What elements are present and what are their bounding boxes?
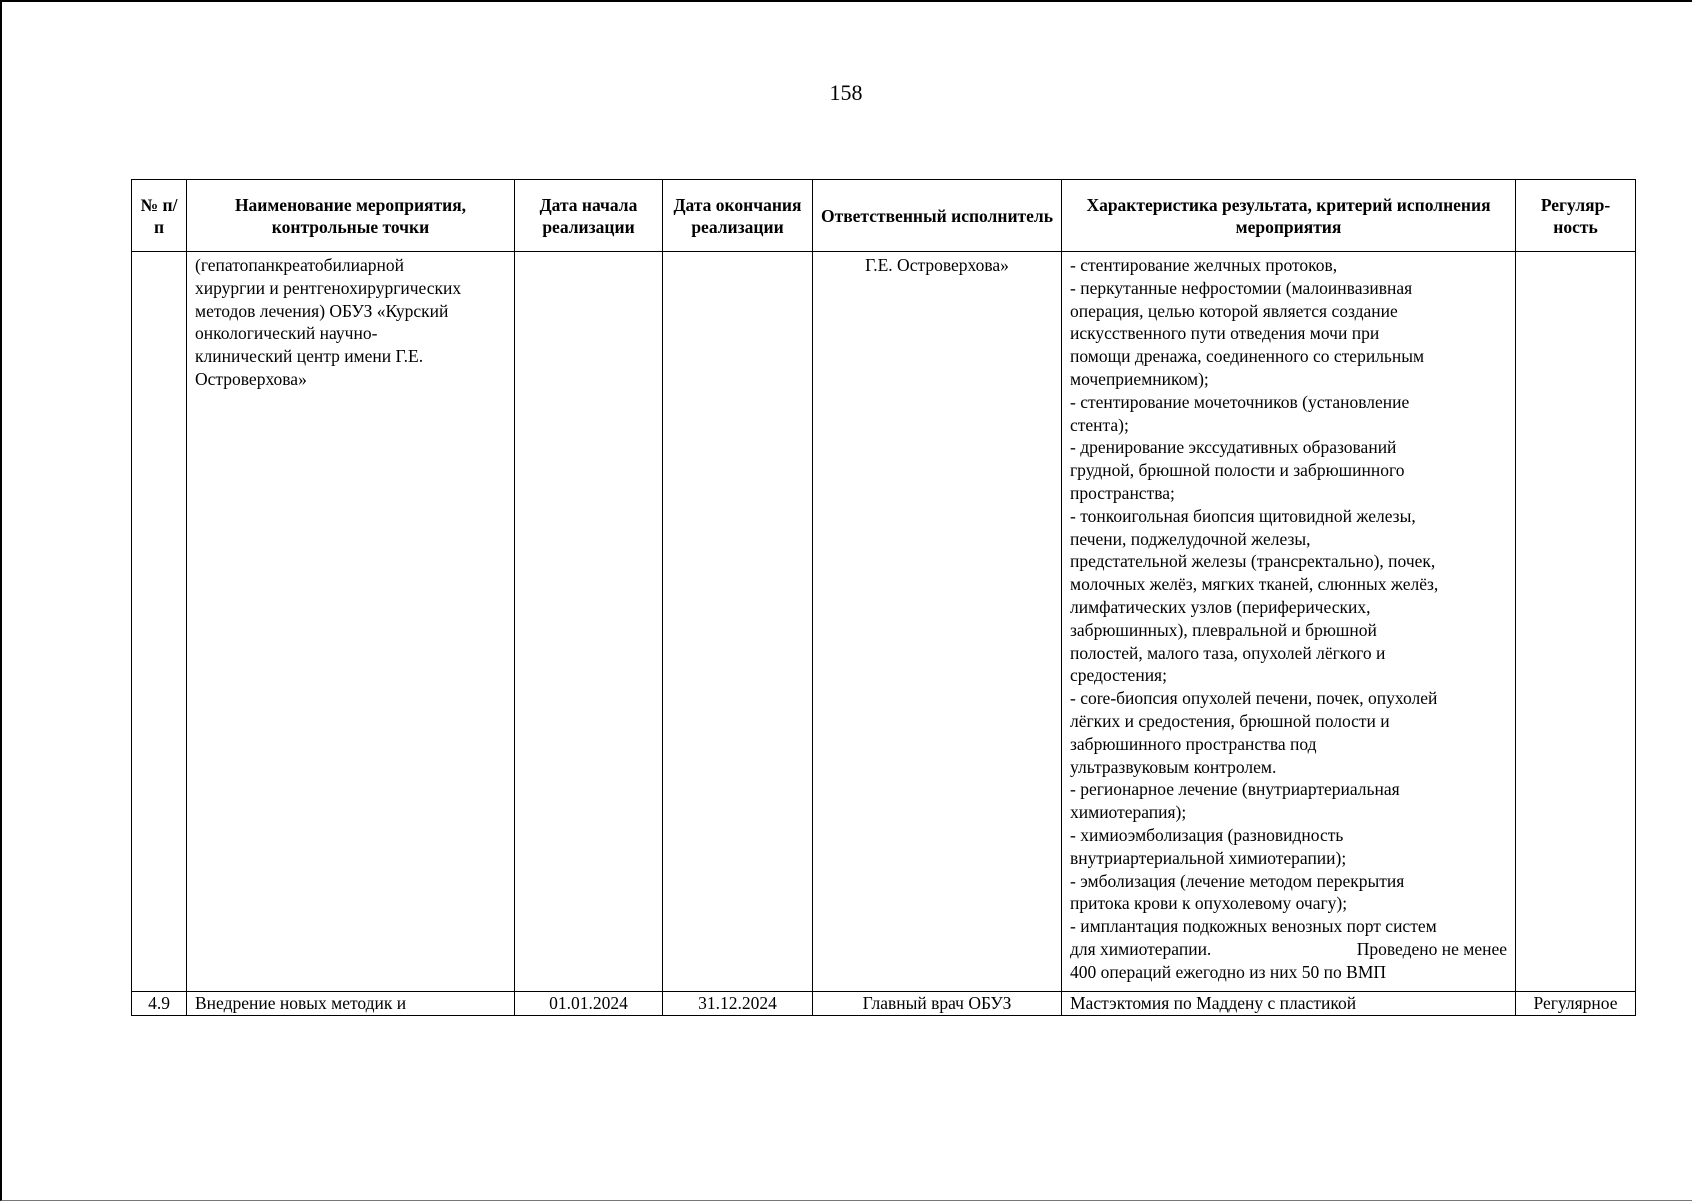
- cell-number: [132, 252, 187, 992]
- characteristics-line: полостей, малого таза, опухолей лёгкого и: [1070, 642, 1386, 663]
- cell-characteristics: [1062, 252, 1516, 992]
- cell-responsible: Главный врач ОБУЗ: [813, 992, 1062, 1016]
- cell-regularity: [1516, 252, 1636, 992]
- characteristics-line: внутриартериальной химиотерапии);: [1070, 847, 1347, 868]
- cell-characteristics: Мастэктомия по Маддену с пластикой: [1062, 992, 1516, 1016]
- characteristics-line: пространства;: [1070, 482, 1175, 503]
- characteristics-line: - регионарное лечение (внутриартериальная: [1070, 779, 1400, 800]
- characteristics-line: грудной, брюшной полости и забрюшинного: [1070, 460, 1405, 481]
- name-line: методов лечения) ОБУЗ «Курский: [195, 300, 449, 321]
- characteristics-line: - имплантация подкожных венозных порт систем: [1070, 916, 1437, 937]
- name-line: Островерхова»: [195, 368, 307, 389]
- characteristics-line: - дренирование экссудативных образований: [1070, 437, 1397, 458]
- header-regularity: Регуляр-ность: [1516, 180, 1636, 252]
- characteristics-line: помощи дренажа, соединенного со стерильным: [1070, 346, 1425, 367]
- characteristics-line-right: Проведено не менее: [1356, 938, 1507, 959]
- name-line: клинический центр имени Г.Е.: [195, 346, 424, 367]
- name-line: хирургии и рентгенохирургических: [195, 277, 462, 298]
- header-characteristics: Характеристика результата, критерий исполнения мероприятия: [1062, 180, 1516, 252]
- page-number: 158: [829, 80, 863, 105]
- characteristics-line: притока крови к опухолевому очагу);: [1070, 893, 1348, 914]
- header-responsible: Ответственный исполнитель: [813, 180, 1062, 252]
- characteristics-split-line: [1070, 938, 1507, 961]
- characteristics-line: лимфатических узлов (периферических,: [1070, 596, 1371, 617]
- characteristics-line: средостения;: [1070, 665, 1167, 686]
- characteristics-line: - перкутанные нефростомии (малоинвазивная: [1070, 277, 1413, 298]
- characteristics-line: химиотерапия);: [1070, 802, 1187, 823]
- table-row: [132, 252, 1636, 992]
- cell-start-date: [515, 252, 663, 992]
- characteristics-line: забрюшинного пространства под: [1070, 733, 1317, 754]
- table-header-row: [132, 180, 1636, 252]
- characteristics-line: - тонкоигольная биопсия щитовидной железы,: [1070, 505, 1416, 526]
- characteristics-line: - core-биопсия опухолей печени, почек, опухолей: [1070, 688, 1438, 709]
- characteristics-line: - эмболизация (лечение методом перекрытия: [1070, 870, 1405, 891]
- table-row: [132, 992, 1636, 1016]
- header-end-date: Дата окончания реализации: [663, 180, 813, 252]
- characteristics-line: - стентирование мочеточников (установление: [1070, 391, 1410, 412]
- characteristics-line: операция, целью которой является создание: [1070, 300, 1398, 321]
- activities-table: [131, 179, 1636, 1016]
- characteristics-line-left: для химиотерапии.: [1070, 938, 1212, 959]
- characteristics-line: молочных желёз, мягких тканей, слюнных желёз,: [1070, 574, 1439, 595]
- header-name: Наименование мероприятия, контрольные точки: [187, 180, 515, 252]
- characteristics-line: предстательной железы (трансректально), почек,: [1070, 551, 1436, 572]
- characteristics-line: мочеприемником);: [1070, 368, 1209, 389]
- cell-start-date: 01.01.2024: [515, 992, 663, 1016]
- characteristics-line: ультразвуковым контролем.: [1070, 756, 1277, 777]
- name-line: (гепатопанкреатобилиарной: [195, 255, 404, 275]
- characteristics-line: - стентирование желчных протоков,: [1070, 255, 1338, 275]
- cell-end-date: [663, 252, 813, 992]
- characteristics-line: - химиоэмболизация (разновидность: [1070, 824, 1344, 845]
- cell-number: 4.9: [132, 992, 187, 1016]
- cell-responsible: Г.Е. Островерхова»: [813, 252, 1062, 992]
- cell-regularity: Регулярное: [1516, 992, 1636, 1016]
- characteristics-line: забрюшинных), плевральной и брюшной: [1070, 619, 1377, 640]
- cell-name: Внедрение новых методик и: [187, 992, 515, 1016]
- cell-name: [187, 252, 515, 992]
- characteristics-final-line: 400 операций ежегодно из них 50 по ВМП: [1070, 961, 1387, 982]
- header-number: № п/п: [132, 180, 187, 252]
- header-start-date: Дата начала реализации: [515, 180, 663, 252]
- name-line: онкологический научно-: [195, 323, 378, 344]
- characteristics-line: лёгких и средостения, брюшной полости и: [1070, 710, 1390, 731]
- cell-end-date: 31.12.2024: [663, 992, 813, 1016]
- characteristics-line: стента);: [1070, 414, 1129, 435]
- characteristics-line: печени, поджелудочной железы,: [1070, 528, 1311, 549]
- characteristics-line: искусственного пути отведения мочи при: [1070, 323, 1380, 344]
